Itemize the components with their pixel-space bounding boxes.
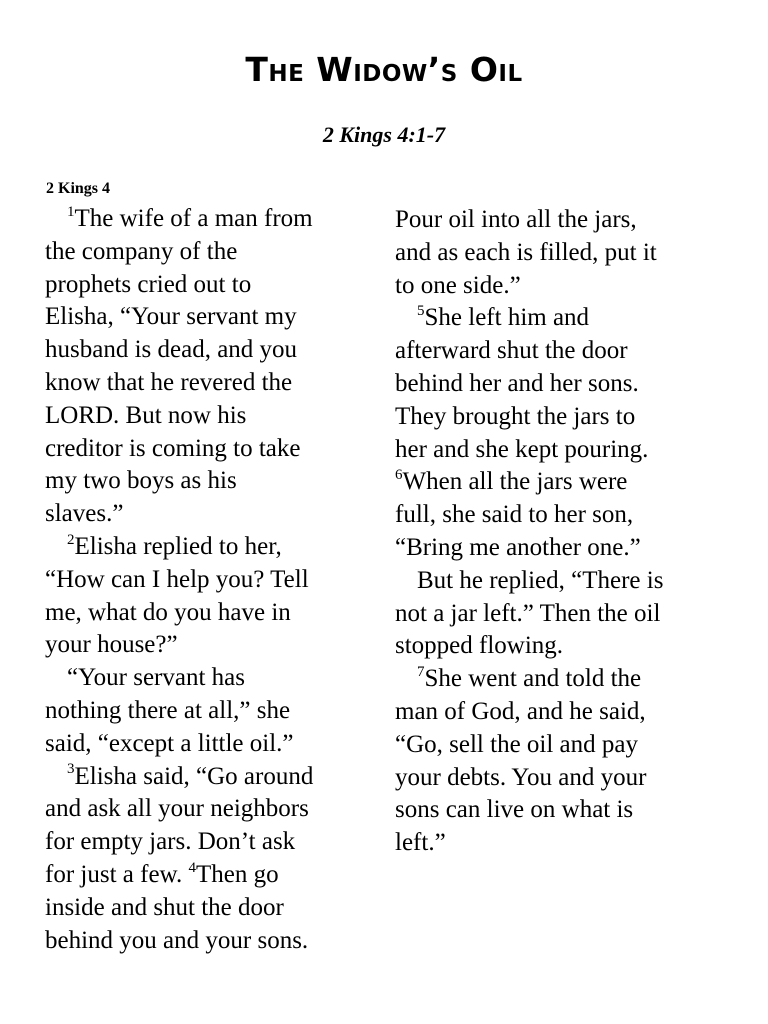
verse-text: slaves.”	[45, 500, 124, 528]
text-line	[45, 662, 350, 695]
verse-text: “Your servant has	[67, 664, 245, 692]
text-line	[395, 696, 700, 729]
verse-text: stopped flowing.	[395, 632, 564, 660]
verse-text: “Bring me another one.”	[395, 533, 641, 561]
text-line	[45, 203, 350, 236]
verse-text: for just a few.	[45, 860, 189, 888]
text-line	[45, 859, 350, 892]
verse-text: left.”	[395, 829, 446, 857]
verse-text: the company of the	[45, 237, 238, 265]
text-line	[395, 532, 700, 565]
verse-text: prophets cried out to	[45, 270, 252, 298]
verse-text: and ask all your neighbors	[45, 795, 309, 823]
verse-text: your house?”	[45, 631, 178, 659]
verse-text: not a jar left.” Then the oil	[395, 599, 661, 627]
text-line	[395, 302, 700, 335]
text-line	[395, 794, 700, 827]
verse-text: said, “except a little oil.”	[45, 729, 294, 757]
chapter-label: 2 Kings 4	[46, 180, 111, 197]
text-line	[395, 499, 700, 532]
verse-text: But he replied, “There is	[417, 566, 664, 594]
verse-text: The wife of a man from	[74, 205, 313, 232]
verse-text: Then go	[195, 860, 279, 888]
text-line	[45, 269, 350, 302]
text-line	[45, 465, 350, 498]
verse-text: She went and told the	[424, 665, 642, 693]
text-line	[45, 728, 350, 761]
text-line	[395, 434, 700, 467]
verse-number: 6	[395, 467, 403, 484]
scripture-reference: 2 Kings 4:1-7	[322, 122, 446, 147]
text-line	[395, 663, 700, 696]
verse-text: her and she kept pouring.	[395, 435, 649, 463]
verse-number: 1	[67, 203, 75, 220]
text-line	[395, 401, 700, 434]
text-line	[45, 629, 350, 662]
text-line	[395, 237, 700, 270]
verse-text: know that he revered the	[45, 368, 293, 396]
text-line	[395, 368, 700, 401]
text-line	[45, 400, 350, 433]
text-line	[45, 826, 350, 859]
verse-text: man of God, and he said,	[395, 697, 646, 725]
text-line	[395, 565, 700, 598]
right-text-column	[395, 204, 700, 860]
verse-number: 7	[417, 663, 425, 680]
text-line	[395, 729, 700, 762]
text-line	[45, 925, 350, 958]
verse-text: sons can live on what is	[395, 796, 634, 824]
verse-text: full, she said to her son,	[395, 501, 634, 529]
text-line	[395, 762, 700, 795]
verse-text: and as each is filled, put it	[395, 238, 657, 266]
verse-number: 5	[417, 303, 425, 320]
verse-text: my two boys as his	[45, 467, 237, 495]
text-line	[45, 301, 350, 334]
verse-text: for empty jars. Don’t ask	[45, 828, 296, 856]
verse-text: LORD. But now his	[45, 401, 247, 429]
verse-text: creditor is coming to take	[45, 434, 301, 462]
text-line	[45, 695, 350, 728]
verse-text: afterward shut the door	[395, 337, 628, 365]
left-text-column	[45, 203, 350, 957]
text-line	[395, 204, 700, 237]
verse-number: 3	[67, 761, 75, 778]
text-line	[45, 793, 350, 826]
text-line	[45, 761, 350, 794]
verse-text: Elisha said, “Go around	[74, 762, 314, 790]
verse-text: behind you and your sons.	[45, 926, 309, 954]
verse-text: me, what do you have in	[45, 598, 291, 626]
verse-text: inside and shut the door	[45, 893, 284, 921]
text-line	[395, 827, 700, 860]
verse-text: to one side.”	[395, 271, 521, 299]
verse-text: nothing there at all,” she	[45, 696, 291, 724]
verse-text: Elisha, “Your servant my	[45, 303, 297, 331]
verse-text: Elisha replied to her,	[74, 532, 282, 560]
verse-text: When all the jars were	[402, 468, 628, 496]
text-line	[45, 334, 350, 367]
text-line	[45, 433, 350, 466]
text-line	[395, 466, 700, 499]
text-line	[45, 892, 350, 925]
verse-text: your debts. You and your	[395, 763, 647, 791]
verse-number: 4	[188, 859, 196, 876]
text-line	[395, 270, 700, 303]
text-line	[395, 630, 700, 663]
verse-text: “Go, sell the oil and pay	[395, 730, 638, 758]
text-line	[45, 367, 350, 400]
verse-text: They brought the jars to	[395, 402, 636, 430]
page-title: The Widow’s Oil	[245, 50, 523, 89]
text-line	[45, 236, 350, 269]
text-line	[45, 531, 350, 564]
verse-text: husband is dead, and you	[45, 336, 298, 364]
verse-text: behind her and her sons.	[395, 369, 639, 397]
text-line	[395, 598, 700, 631]
text-line	[45, 498, 350, 531]
text-line	[395, 335, 700, 368]
text-line	[45, 597, 350, 630]
text-line	[45, 564, 350, 597]
verse-number: 2	[67, 531, 75, 548]
verse-text: Pour oil into all the jars,	[395, 206, 637, 233]
verse-text: “How can I help you? Tell	[45, 565, 309, 593]
verse-text: She left him and	[424, 304, 590, 332]
